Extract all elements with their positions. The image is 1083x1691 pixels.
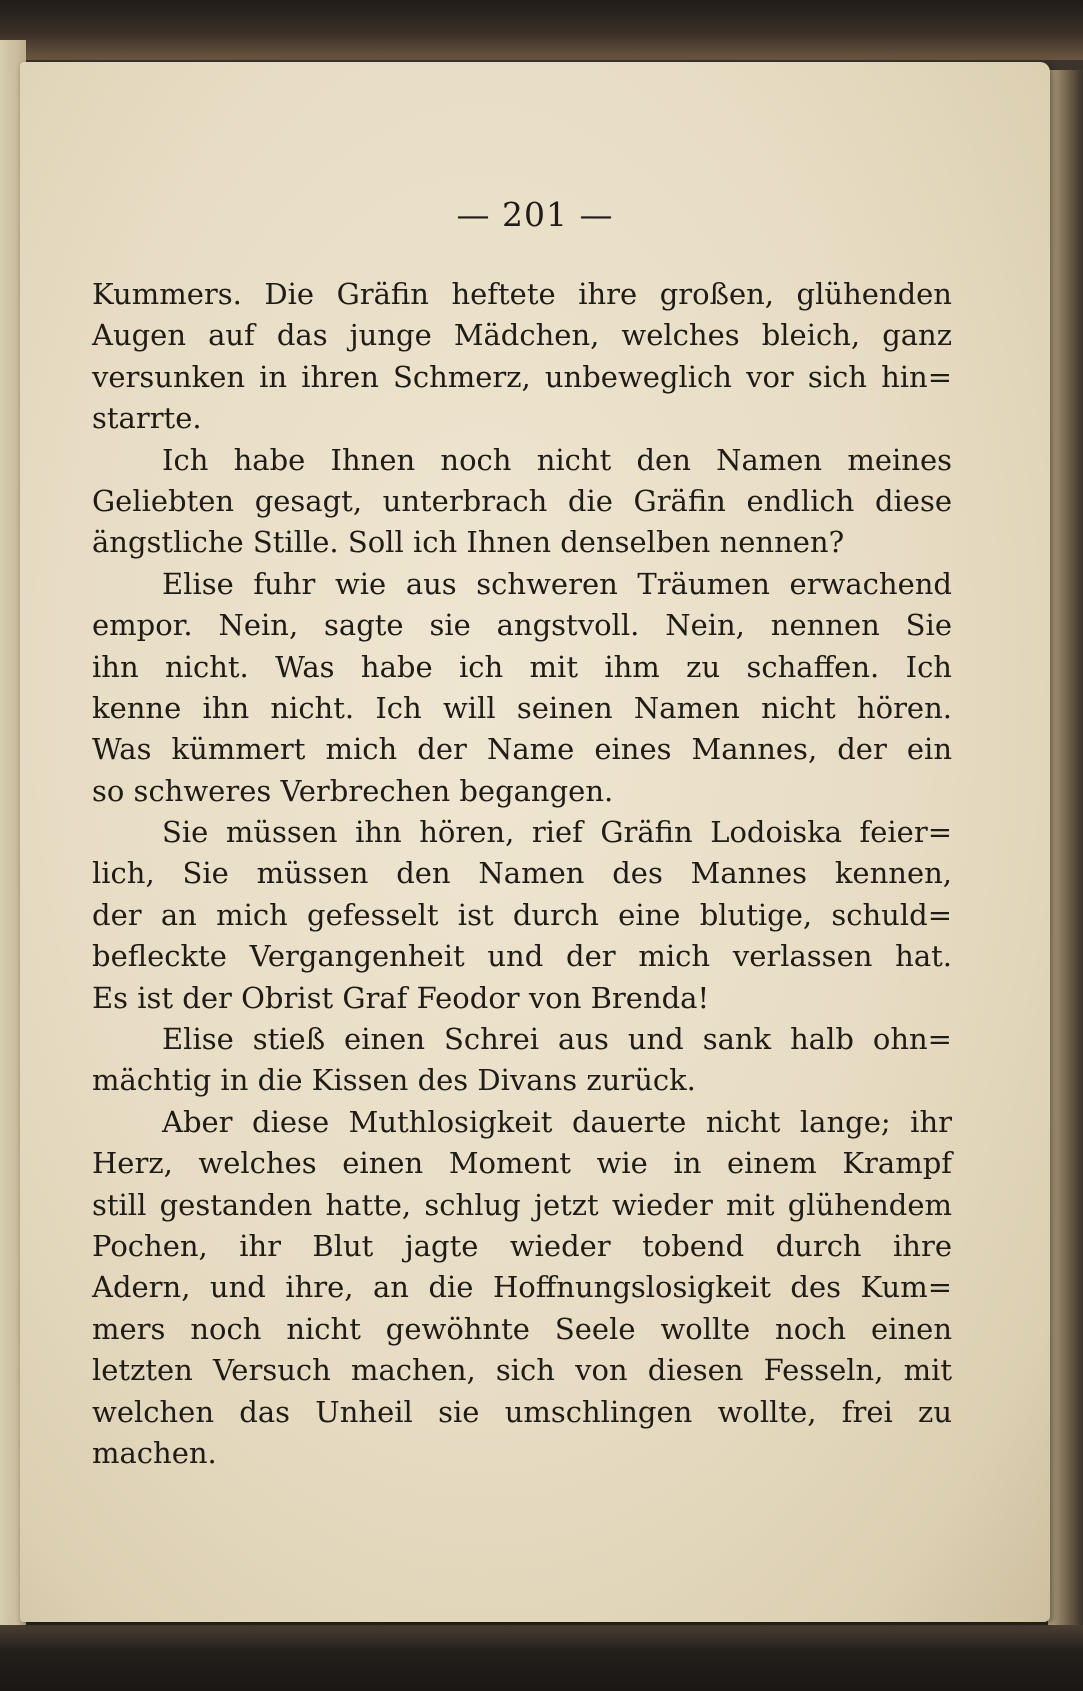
text-line: Pochen, ihr Blut jagte wieder tobend durch ihre bbox=[92, 1228, 952, 1263]
text-line: versunken in ihren Schmerz, unbeweglich vor sich hin= bbox=[92, 359, 952, 394]
text-line: mächtig in die Kissen des Divans zurück. bbox=[92, 1063, 696, 1098]
text-line: Was kümmert mich der Name eines Mannes, der ein bbox=[92, 732, 952, 767]
text-line: mers noch nicht gewöhnte Seele wollte noch einen bbox=[92, 1311, 952, 1346]
book-page bbox=[20, 62, 1050, 1622]
text-line: Kummers. Die Gräfin heftete ihre großen, glühenden bbox=[92, 277, 952, 311]
text-line: Elise stieß einen Schrei aus und sank halb ohn= bbox=[162, 1022, 952, 1057]
book-top-edge bbox=[0, 0, 1083, 60]
text-line: welchen das Unheil sie umschlingen wollte, frei zu bbox=[92, 1394, 952, 1429]
text-line: der an mich gefesselt ist durch eine blutige, schuld= bbox=[92, 897, 952, 932]
text-line: Adern, und ihre, an die Hoffnungslosigkeit des Kum= bbox=[92, 1270, 952, 1305]
text-line: Sie müssen ihn hören, rief Gräfin Lodoiska feier= bbox=[162, 815, 952, 850]
text-line: Augen auf das junge Mädchen, welches bleich, ganz bbox=[92, 318, 952, 353]
book-page-edges bbox=[1048, 70, 1083, 1630]
text-line: Aber diese Muthlosigkeit dauerte nicht lange; ihr bbox=[162, 1104, 952, 1139]
text-line: Herz, welches einen Moment wie in einem Krampf bbox=[92, 1146, 952, 1181]
text-line: ihn nicht. Was habe ich mit ihm zu schaffen. Ich bbox=[92, 649, 952, 684]
text-line: machen. bbox=[92, 1435, 217, 1470]
text-line: so schweres Verbrechen begangen. bbox=[92, 773, 614, 808]
text-line: empor. Nein, sagte sie angstvoll. Nein, nennen Sie bbox=[92, 608, 952, 643]
text-line: starrte. bbox=[92, 401, 202, 436]
text-line: ängstliche Stille. Soll ich Ihnen denselben nennen? bbox=[92, 525, 845, 560]
text-line: Es ist der Obrist Graf Feodor von Brenda! bbox=[92, 980, 710, 1015]
text-line: befleckte Vergangenheit und der mich verlassen hat. bbox=[92, 939, 952, 974]
text-line: Elise fuhr wie aus schweren Träumen erwachend bbox=[162, 566, 952, 601]
text-line: lich, Sie müssen den Namen des Mannes kennen, bbox=[92, 856, 952, 891]
page-number: — 201 — bbox=[456, 195, 614, 234]
text-line: still gestanden hatte, schlug jetzt wieder mit glühendem bbox=[92, 1187, 952, 1222]
body-text bbox=[92, 274, 952, 1474]
text-line: letzten Versuch machen, sich von diesen Fesseln, mit bbox=[92, 1353, 952, 1388]
text-line: kenne ihn nicht. Ich will seinen Namen nicht hören. bbox=[92, 690, 952, 725]
text-line: Geliebten gesagt, unterbrach die Gräfin endlich diese bbox=[92, 483, 952, 518]
text-line: Ich habe Ihnen noch nicht den Namen meines bbox=[162, 442, 952, 477]
book-bottom-edge bbox=[0, 1625, 1083, 1691]
